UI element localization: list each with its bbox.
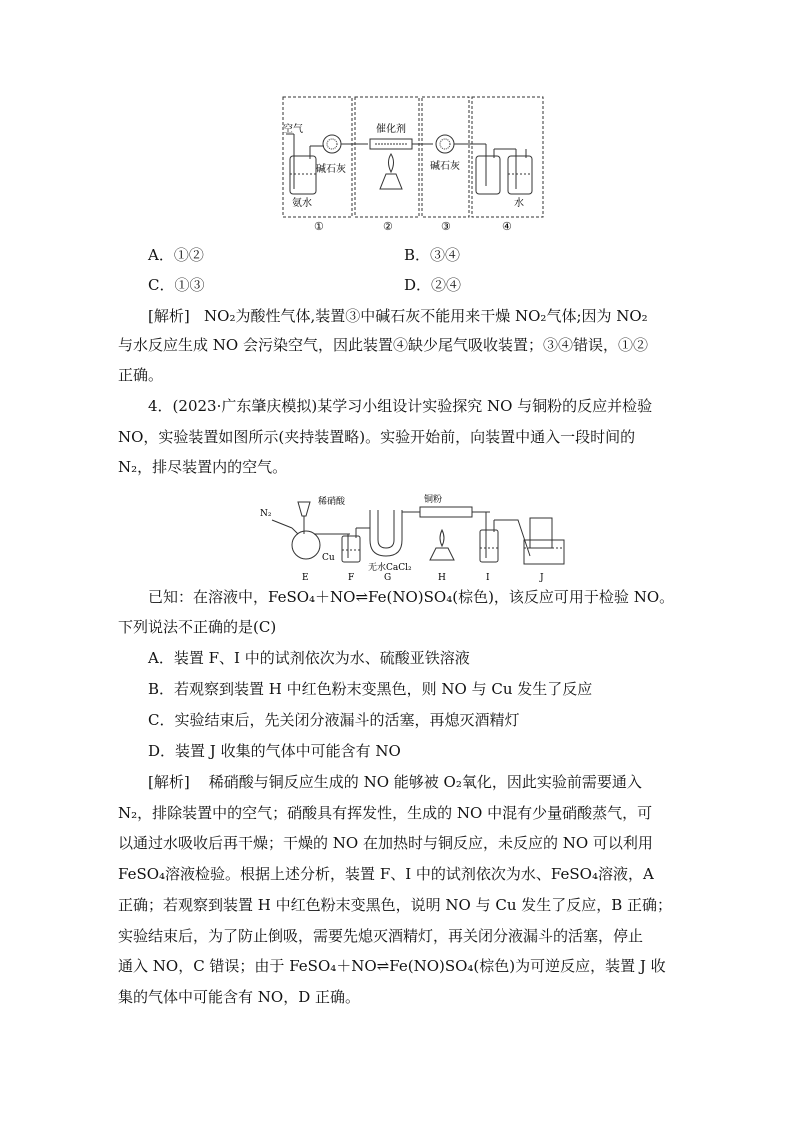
q4-option-c: C．实验结束后，先关闭分液漏斗的活塞，再熄灭酒精灯 <box>148 711 520 729</box>
alcohol-lamp-h <box>430 548 454 560</box>
q4-analysis-line-8: 集的气体中可能含有 NO，D 正确。 <box>118 988 360 1006</box>
drying-tube-1 <box>323 135 341 153</box>
drying-tube-2 <box>436 135 454 153</box>
label-j: J <box>540 573 544 583</box>
label-sodalime-2: 碱石灰 <box>430 161 460 172</box>
frame-4 <box>472 97 543 217</box>
empty-bottle <box>476 156 500 194</box>
q4-known-line: 已知：在溶液中，FeSO₄＋NO⇌Fe(NO)SO₄(棕色)，该反应可用于检验 NO。 <box>148 588 675 606</box>
q3-option-d: D．②④ <box>404 276 462 294</box>
frame-2 <box>355 97 419 217</box>
apparatus-figure-1 <box>280 94 546 234</box>
q4-analysis-line-2: N₂，排除装置中的空气；硝酸具有挥发性，生成的 NO 中混有少量硝酸蒸气，可 <box>118 804 653 822</box>
q3-option-b: B．③④ <box>404 246 461 264</box>
water-bottle <box>508 156 532 194</box>
label-copper-powder: 铜粉 <box>424 495 443 505</box>
label-1: ① <box>314 220 324 233</box>
label-g: G <box>384 573 392 583</box>
q3-option-c: C．①③ <box>148 276 205 294</box>
copper-tube-h <box>420 507 472 517</box>
q3-analysis-line-3: 正确。 <box>118 366 164 384</box>
label-h: H <box>438 573 446 583</box>
label-water: 水 <box>514 198 524 209</box>
q4-option-a: A．装置 F、I 中的试剂依次为水、硫酸亚铁溶液 <box>148 649 470 667</box>
analysis-tag: [解析] <box>148 307 190 325</box>
q4-analysis-line-3: 以通过水吸收后再干燥；干燥的 NO 在加热时与铜反应，未反应的 NO 可以利用 <box>118 834 653 852</box>
q3-option-a: A．①② <box>148 246 204 264</box>
label-air: 空气 <box>283 124 303 135</box>
q4-analysis-text-1: 稀硝酸与铜反应生成的 NO 能够被 O₂氧化，因此实验前需要通入 <box>208 773 642 791</box>
label-4: ④ <box>502 220 512 233</box>
q3-analysis-text-1: NO₂为酸性气体,装置③中碱石灰不能用来干燥 NO₂气体;因为 NO₂ <box>204 307 648 325</box>
q4-analysis-line-1 <box>148 771 642 793</box>
analysis-tag: [解析] <box>148 773 190 791</box>
gas-jar-j <box>530 518 552 548</box>
label-2: ② <box>383 220 393 233</box>
label-catalyst: 催化剂 <box>376 124 406 135</box>
label-cacl2: 无水CaCl₂ <box>368 563 412 573</box>
frame-3 <box>422 97 469 217</box>
label-i: I <box>486 573 490 583</box>
q4-question-line: 下列说法不正确的是(C) <box>118 618 277 636</box>
q4-stem-line-3: N₂，排尽装置内的空气。 <box>118 458 288 476</box>
label-f: F <box>348 573 355 583</box>
label-n2: N₂ <box>260 509 272 519</box>
q4-stem-line-1: 4．(2023·广东肇庆模拟)某学习小组设计实验探究 NO 与铜粉的反应并检验 <box>148 397 653 415</box>
q4-analysis-line-4: FeSO₄溶液检验。根据上述分析，装置 F、I 中的试剂依次为水、FeSO₄溶液，A <box>118 865 654 883</box>
label-e: E <box>302 573 309 583</box>
label-cu: Cu <box>322 553 335 563</box>
q4-analysis-line-5: 正确；若观察到装置 H 中红色粉末变黑色，说明 NO 与 Cu 发生了反应，B 正确； <box>118 896 673 914</box>
label-sodalime-1: 碱石灰 <box>316 164 346 175</box>
label-3: ③ <box>441 220 451 233</box>
q4-stem-line-2: NO，实验装置如图所示(夹持装置略)。实验开始前，向装置中通入一段时间的 <box>118 428 636 446</box>
q4-analysis-line-7: 通入 NO，C 错误；由于 FeSO₄＋NO⇌Fe(NO)SO₄(棕色)为可逆反应，装置 J 收 <box>118 957 666 975</box>
label-ammonia: 氨水 <box>292 198 312 209</box>
label-dilute-nitric-acid: 稀硝酸 <box>318 497 346 507</box>
q4-option-d: D．装置 J 收集的气体中可能含有 NO <box>148 742 401 760</box>
bottle-i <box>480 530 498 562</box>
q3-analysis-line-1 <box>148 305 648 327</box>
apparatus-figure-2 <box>258 490 570 584</box>
alcohol-lamp <box>380 174 402 189</box>
separatory-funnel <box>298 502 310 516</box>
u-tube-g <box>370 510 402 556</box>
flask-e <box>292 531 320 559</box>
bottle-f <box>342 536 360 562</box>
q4-analysis-line-6: 实验结束后，为了防止倒吸，需要先熄灭酒精灯，再关闭分液漏斗的活塞，停止 <box>118 927 644 945</box>
q3-analysis-line-2: 与水反应生成 NO 会污染空气，因此装置④缺少尾气吸收装置；③④错误，①② <box>118 336 648 354</box>
q4-option-b: B．若观察到装置 H 中红色粉末变黑色，则 NO 与 Cu 发生了反应 <box>148 680 593 698</box>
